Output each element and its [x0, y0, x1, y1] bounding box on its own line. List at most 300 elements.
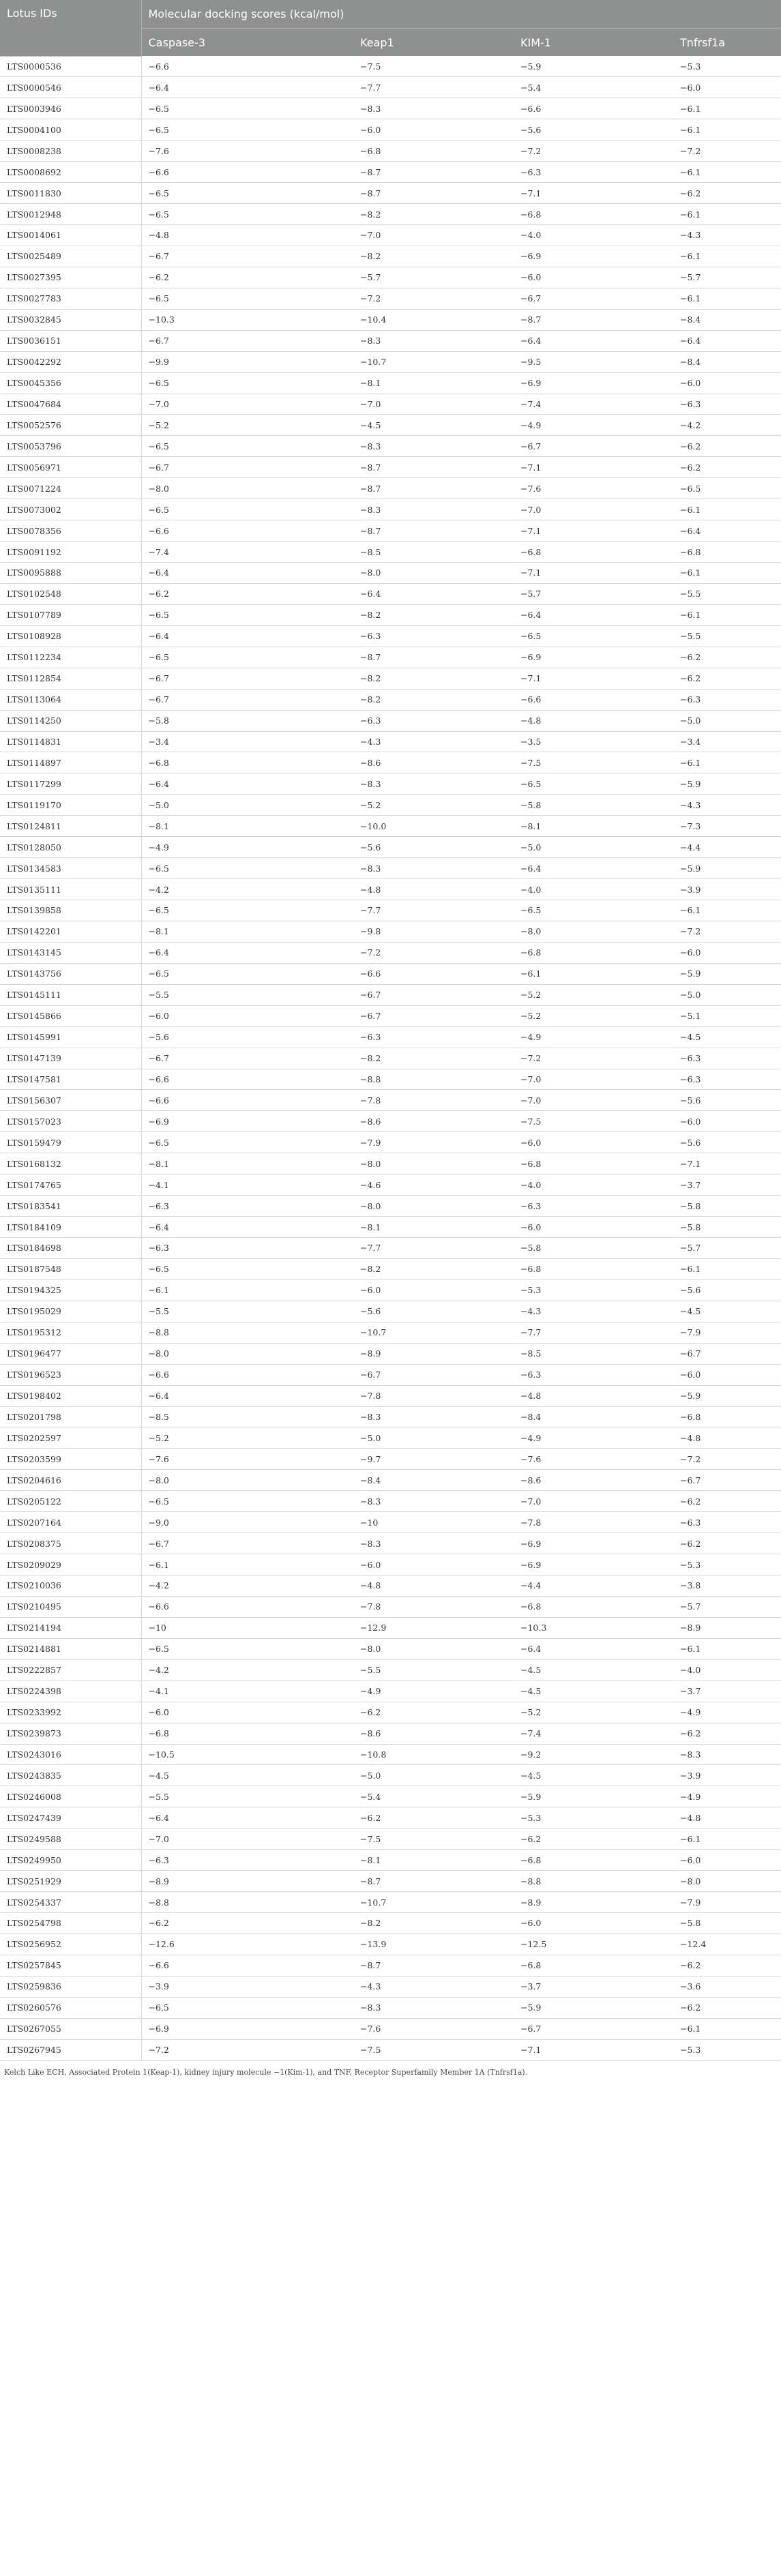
keap1-score-cell: −8.7 — [353, 647, 514, 668]
caspase3-score-cell: −6.5 — [141, 98, 353, 119]
lotus-id-cell: LTS0114250 — [0, 710, 141, 731]
table-row — [0, 499, 781, 520]
kim1-score-cell: −7.0 — [514, 1069, 673, 1090]
caspase3-score-cell: −8.0 — [141, 1343, 353, 1364]
keap1-score-cell: −8.3 — [353, 1491, 514, 1512]
caspase3-score-cell: −6.5 — [141, 1638, 353, 1659]
lotus-id-cell: LTS0267055 — [0, 2018, 141, 2039]
caspase3-score-cell: −7.2 — [141, 2039, 353, 2060]
keap1-score-cell: −7.7 — [353, 900, 514, 921]
kim1-header: KIM-1 — [514, 29, 673, 57]
caspase3-score-cell: −5.0 — [141, 795, 353, 816]
lotus-id-cell: LTS0256952 — [0, 1934, 141, 1955]
keap1-score-cell: −8.9 — [353, 1343, 514, 1364]
keap1-score-cell: −8.2 — [353, 204, 514, 225]
caspase3-score-cell: −6.5 — [141, 436, 353, 457]
kim1-score-cell: −9.5 — [514, 351, 673, 372]
tnfrsf1a-score-cell: −5.9 — [673, 1385, 781, 1406]
caspase3-score-cell: −6.1 — [141, 1554, 353, 1575]
lotus-id-cell: LTS0254798 — [0, 1913, 141, 1934]
caspase3-score-cell: −6.5 — [141, 1132, 353, 1153]
lotus-id-cell: LTS0042292 — [0, 351, 141, 372]
table-row — [0, 183, 781, 204]
table-row — [0, 372, 781, 394]
tnfrsf1a-score-cell: −8.4 — [673, 309, 781, 330]
caspase3-score-cell: −6.5 — [141, 204, 353, 225]
caspase3-score-cell: −6.0 — [141, 1702, 353, 1723]
table-row — [0, 773, 781, 795]
lotus-id-cell: LTS0107789 — [0, 604, 141, 625]
kim1-score-cell: −6.7 — [514, 288, 673, 309]
keap1-score-cell: −6.0 — [353, 1279, 514, 1301]
lotus-id-cell: LTS0139858 — [0, 900, 141, 921]
kim1-score-cell: −4.9 — [514, 415, 673, 436]
table-row — [0, 119, 781, 140]
kim1-score-cell: −8.1 — [514, 816, 673, 837]
caspase3-score-cell: −6.5 — [141, 119, 353, 140]
keap1-score-cell: −8.3 — [353, 1533, 514, 1554]
kim1-score-cell: −6.0 — [514, 1913, 673, 1934]
caspase3-score-cell: −6.4 — [141, 773, 353, 795]
lotus-id-cell: LTS0056971 — [0, 457, 141, 478]
caspase3-score-cell: −6.7 — [141, 457, 353, 478]
lotus-id-cell: LTS0209029 — [0, 1554, 141, 1575]
table-row — [0, 921, 781, 942]
caspase3-score-cell: −3.9 — [141, 1976, 353, 1997]
kim1-score-cell: −7.0 — [514, 499, 673, 520]
keap1-score-cell: −10.0 — [353, 816, 514, 837]
tnfrsf1a-score-cell: −8.9 — [673, 1617, 781, 1638]
kim1-score-cell: −4.8 — [514, 1385, 673, 1406]
lotus-id-cell: LTS0003946 — [0, 98, 141, 119]
kim1-score-cell: −6.5 — [514, 625, 673, 647]
lotus-id-cell: LTS0032845 — [0, 309, 141, 330]
kim1-score-cell: −5.0 — [514, 837, 673, 858]
table-row — [0, 309, 781, 330]
tnfrsf1a-score-cell: −7.3 — [673, 816, 781, 837]
keap1-score-cell: −5.7 — [353, 267, 514, 288]
caspase3-score-cell: −6.2 — [141, 1913, 353, 1934]
table-row — [0, 647, 781, 668]
lotus-id-cell: LTS0052576 — [0, 415, 141, 436]
kim1-score-cell: −4.3 — [514, 1301, 673, 1322]
caspase3-score-cell: −6.5 — [141, 1491, 353, 1512]
keap1-score-cell: −7.8 — [353, 1090, 514, 1111]
keap1-score-cell: −8.7 — [353, 183, 514, 204]
lotus-id-cell: LTS0091192 — [0, 542, 141, 563]
table-row — [0, 1258, 781, 1279]
table-row — [0, 837, 781, 858]
table-row — [0, 625, 781, 647]
keap1-score-cell: −7.0 — [353, 225, 514, 246]
table-row — [0, 1301, 781, 1322]
table-row — [0, 1491, 781, 1512]
kim1-score-cell: −5.2 — [514, 1702, 673, 1723]
caspase3-score-cell: −8.0 — [141, 478, 353, 499]
kim1-score-cell: −7.1 — [514, 457, 673, 478]
tnfrsf1a-score-cell: −4.8 — [673, 1807, 781, 1829]
lotus-id-cell: LTS0259836 — [0, 1976, 141, 1997]
keap1-score-cell: −8.3 — [353, 330, 514, 351]
keap1-score-cell: −5.2 — [353, 795, 514, 816]
kim1-score-cell: −4.9 — [514, 1026, 673, 1048]
tnfrsf1a-score-cell: −6.4 — [673, 330, 781, 351]
tnfrsf1a-score-cell: −8.4 — [673, 351, 781, 372]
kim1-score-cell: −5.8 — [514, 795, 673, 816]
kim1-score-cell: −4.9 — [514, 1427, 673, 1449]
caspase3-score-cell: −6.7 — [141, 668, 353, 689]
caspase3-score-cell: −7.4 — [141, 542, 353, 563]
table-row — [0, 1744, 781, 1765]
lotus-id-cell: LTS0114897 — [0, 752, 141, 773]
caspase3-score-cell: −4.2 — [141, 879, 353, 900]
caspase3-score-cell: −4.9 — [141, 837, 353, 858]
tnfrsf1a-score-cell: −6.2 — [673, 183, 781, 204]
caspase3-score-cell: −6.5 — [141, 1997, 353, 2018]
kim1-score-cell: −5.9 — [514, 1786, 673, 1807]
keap1-score-cell: −4.8 — [353, 879, 514, 900]
kim1-score-cell: −7.4 — [514, 1723, 673, 1744]
table-header — [0, 0, 781, 56]
table-row — [0, 1385, 781, 1406]
kim1-score-cell: −6.8 — [514, 1153, 673, 1174]
tnfrsf1a-score-cell: −6.7 — [673, 1343, 781, 1364]
kim1-score-cell: −5.4 — [514, 77, 673, 98]
keap1-score-cell: −8.0 — [353, 1153, 514, 1174]
tnfrsf1a-score-cell: −6.2 — [673, 1955, 781, 1976]
tnfrsf1a-score-cell: −6.1 — [673, 499, 781, 520]
keap1-score-cell: −7.2 — [353, 942, 514, 963]
lotus-id-cell: LTS0036151 — [0, 330, 141, 351]
kim1-score-cell: −6.3 — [514, 1364, 673, 1385]
tnfrsf1a-score-cell: −5.9 — [673, 963, 781, 984]
table-row — [0, 225, 781, 246]
lotus-id-cell: LTS0143756 — [0, 963, 141, 984]
tnfrsf1a-score-cell: −5.7 — [673, 1238, 781, 1259]
table-row — [0, 1217, 781, 1238]
kim1-score-cell: −6.9 — [514, 647, 673, 668]
caspase3-score-cell: −6.2 — [141, 583, 353, 604]
caspase3-score-cell: −8.5 — [141, 1406, 353, 1427]
caspase3-score-cell: −8.9 — [141, 1871, 353, 1892]
table-row — [0, 246, 781, 267]
tnfrsf1a-score-cell: −6.0 — [673, 372, 781, 394]
tnfrsf1a-score-cell: −6.0 — [673, 942, 781, 963]
kim1-score-cell: −6.9 — [514, 372, 673, 394]
caspase3-score-cell: −6.4 — [141, 1385, 353, 1406]
table-row — [0, 415, 781, 436]
kim1-score-cell: −5.9 — [514, 56, 673, 77]
lotus-id-cell: LTS0246008 — [0, 1786, 141, 1807]
table-row — [0, 1090, 781, 1111]
keap1-score-cell: −8.8 — [353, 1069, 514, 1090]
caspase3-score-cell: −6.6 — [141, 56, 353, 77]
tnfrsf1a-score-cell: −5.0 — [673, 984, 781, 1005]
lotus-id-cell: LTS0214881 — [0, 1638, 141, 1659]
tnfrsf1a-score-cell: −3.7 — [673, 1681, 781, 1702]
caspase3-score-cell: −5.6 — [141, 1026, 353, 1048]
lotus-id-cell: LTS0135111 — [0, 879, 141, 900]
tnfrsf1a-score-cell: −4.4 — [673, 837, 781, 858]
kim1-score-cell: −6.6 — [514, 98, 673, 119]
kim1-score-cell: −7.0 — [514, 1090, 673, 1111]
caspase3-score-cell: −6.4 — [141, 563, 353, 584]
table-row — [0, 436, 781, 457]
table-row — [0, 520, 781, 542]
kim1-score-cell: −6.4 — [514, 1638, 673, 1659]
keap1-score-cell: −8.3 — [353, 773, 514, 795]
lotus-id-cell: LTS0194325 — [0, 1279, 141, 1301]
kim1-score-cell: −6.4 — [514, 858, 673, 879]
caspase3-score-cell: −6.6 — [141, 1364, 353, 1385]
tnfrsf1a-score-cell: −7.1 — [673, 1153, 781, 1174]
caspase3-score-cell: −6.6 — [141, 1955, 353, 1976]
caspase3-score-cell: −6.5 — [141, 900, 353, 921]
table-row — [0, 457, 781, 478]
keap1-score-cell: −5.0 — [353, 1765, 514, 1786]
table-row — [0, 604, 781, 625]
caspase3-score-cell: −6.4 — [141, 77, 353, 98]
keap1-score-cell: −8.7 — [353, 1955, 514, 1976]
keap1-score-cell: −6.4 — [353, 583, 514, 604]
lotus-id-cell: LTS0071224 — [0, 478, 141, 499]
tnfrsf1a-score-cell: −7.9 — [673, 1892, 781, 1913]
keap1-score-cell: −8.7 — [353, 162, 514, 183]
kim1-score-cell: −5.2 — [514, 984, 673, 1005]
table-row — [0, 2039, 781, 2060]
table-row — [0, 1196, 781, 1217]
lotus-id-cell: LTS0267945 — [0, 2039, 141, 2060]
kim1-score-cell: −9.2 — [514, 1744, 673, 1765]
caspase3-score-cell: −9.0 — [141, 1512, 353, 1533]
tnfrsf1a-score-cell: −6.2 — [673, 1491, 781, 1512]
lotus-id-cell: LTS0257845 — [0, 1955, 141, 1976]
lotus-id-cell: LTS0053796 — [0, 436, 141, 457]
lotus-id-cell: LTS0012948 — [0, 204, 141, 225]
kim1-score-cell: −6.4 — [514, 330, 673, 351]
tnfrsf1a-score-cell: −6.1 — [673, 563, 781, 584]
keap1-score-cell: −5.0 — [353, 1427, 514, 1449]
tnfrsf1a-score-cell: −6.7 — [673, 1470, 781, 1491]
keap1-score-cell: −5.6 — [353, 837, 514, 858]
lotus-id-cell: LTS0027395 — [0, 267, 141, 288]
tnfrsf1a-score-cell: −6.2 — [673, 647, 781, 668]
caspase3-score-cell: −6.4 — [141, 1217, 353, 1238]
keap1-score-cell: −8.2 — [353, 604, 514, 625]
kim1-score-cell: −7.0 — [514, 1491, 673, 1512]
table-row — [0, 1470, 781, 1491]
caspase3-score-cell: −5.8 — [141, 710, 353, 731]
keap1-score-cell: −7.2 — [353, 288, 514, 309]
caspase3-score-cell: −6.6 — [141, 520, 353, 542]
keap1-score-cell: −10.4 — [353, 309, 514, 330]
caspase3-score-cell: −5.5 — [141, 1301, 353, 1322]
tnfrsf1a-score-cell: −5.5 — [673, 583, 781, 604]
table-row — [0, 330, 781, 351]
caspase3-score-cell: −4.2 — [141, 1575, 353, 1597]
tnfrsf1a-score-cell: −6.1 — [673, 752, 781, 773]
lotus-id-cell: LTS0205122 — [0, 1491, 141, 1512]
lotus-id-cell: LTS0251929 — [0, 1871, 141, 1892]
table-row — [0, 394, 781, 415]
caspase3-score-cell: −6.6 — [141, 1069, 353, 1090]
kim1-score-cell: −4.8 — [514, 710, 673, 731]
keap1-score-cell: −5.5 — [353, 1659, 514, 1681]
kim1-score-cell: −6.8 — [514, 1258, 673, 1279]
caspase3-score-cell: −8.0 — [141, 1470, 353, 1491]
lotus-id-cell: LTS0047684 — [0, 394, 141, 415]
table-row — [0, 1343, 781, 1364]
tnfrsf1a-score-cell: −4.2 — [673, 415, 781, 436]
keap1-score-cell: −8.2 — [353, 689, 514, 710]
caspase3-score-cell: −5.5 — [141, 1786, 353, 1807]
kim1-score-cell: −8.5 — [514, 1343, 673, 1364]
lotus-id-cell: LTS0145991 — [0, 1026, 141, 1048]
caspase3-score-cell: −6.4 — [141, 625, 353, 647]
table-row — [0, 752, 781, 773]
lotus-id-cell: LTS0014061 — [0, 225, 141, 246]
lotus-id-cell: LTS0128050 — [0, 837, 141, 858]
kim1-score-cell: −7.6 — [514, 478, 673, 499]
lotus-id-cell: LTS0102548 — [0, 583, 141, 604]
table-row — [0, 1427, 781, 1449]
lotus-id-cell: LTS0184698 — [0, 1238, 141, 1259]
table-footnote: Kelch Like ECH, Associated Protein 1(Keap-1), kidney injury molecule −1(Kim-1), and TNF, Receptor Superfamily Member 1A (Tnfrsf1a). — [4, 2067, 528, 2077]
kim1-score-cell: −7.1 — [514, 520, 673, 542]
lotus-id-cell: LTS0117299 — [0, 773, 141, 795]
lotus-id-cell: LTS0198402 — [0, 1385, 141, 1406]
table-row — [0, 98, 781, 119]
keap1-score-cell: −8.1 — [353, 1217, 514, 1238]
caspase3-score-cell: −6.3 — [141, 1238, 353, 1259]
tnfrsf1a-score-cell: −6.8 — [673, 542, 781, 563]
keap1-score-cell: −8.2 — [353, 246, 514, 267]
lotus-id-cell: LTS0243835 — [0, 1765, 141, 1786]
keap1-score-cell: −6.3 — [353, 625, 514, 647]
caspase3-score-cell: −6.5 — [141, 604, 353, 625]
tnfrsf1a-score-cell: −6.2 — [673, 668, 781, 689]
table-row — [0, 1596, 781, 1617]
tnfrsf1a-score-cell: −6.2 — [673, 1723, 781, 1744]
caspase3-score-cell: −6.7 — [141, 689, 353, 710]
kim1-score-cell: −7.5 — [514, 752, 673, 773]
lotus-id-cell: LTS0113064 — [0, 689, 141, 710]
tnfrsf1a-score-cell: −5.8 — [673, 1196, 781, 1217]
caspase3-score-cell: −6.5 — [141, 647, 353, 668]
kim1-score-cell: −6.9 — [514, 1554, 673, 1575]
tnfrsf1a-score-cell: −3.7 — [673, 1174, 781, 1196]
lotus-id-cell: LTS0184109 — [0, 1217, 141, 1238]
table-row — [0, 1955, 781, 1976]
kim1-score-cell: −8.6 — [514, 1470, 673, 1491]
caspase3-score-cell: −6.7 — [141, 1048, 353, 1069]
keap1-score-cell: −10.8 — [353, 1744, 514, 1765]
keap1-score-cell: −6.7 — [353, 1005, 514, 1026]
caspase3-score-cell: −7.0 — [141, 1829, 353, 1850]
keap1-score-cell: −6.6 — [353, 963, 514, 984]
lotus-id-cell: LTS0239873 — [0, 1723, 141, 1744]
caspase3-score-cell: −6.5 — [141, 499, 353, 520]
table-row — [0, 858, 781, 879]
caspase3-score-cell: −6.7 — [141, 1533, 353, 1554]
lotus-id-cell: LTS0145866 — [0, 1005, 141, 1026]
tnfrsf1a-score-cell: −3.6 — [673, 1976, 781, 1997]
table-row — [0, 1702, 781, 1723]
table-row — [0, 1153, 781, 1174]
keap1-score-cell: −8.3 — [353, 1997, 514, 2018]
lotus-id-cell: LTS0112854 — [0, 668, 141, 689]
tnfrsf1a-score-cell: −6.1 — [673, 98, 781, 119]
tnfrsf1a-score-cell: −6.1 — [673, 246, 781, 267]
caspase3-score-cell: −6.5 — [141, 288, 353, 309]
keap1-score-cell: −6.3 — [353, 710, 514, 731]
tnfrsf1a-score-cell: −4.5 — [673, 1026, 781, 1048]
keap1-score-cell: −4.3 — [353, 731, 514, 752]
kim1-score-cell: −4.0 — [514, 225, 673, 246]
lotus-id-cell: LTS0222857 — [0, 1659, 141, 1681]
kim1-score-cell: −6.0 — [514, 267, 673, 288]
lotus-id-cell: LTS0119170 — [0, 795, 141, 816]
table-row — [0, 816, 781, 837]
caspase3-score-cell: −10 — [141, 1617, 353, 1638]
keap1-score-cell: −7.5 — [353, 2039, 514, 2060]
caspase3-score-cell: −6.5 — [141, 1258, 353, 1279]
tnfrsf1a-score-cell: −6.0 — [673, 1111, 781, 1132]
tnfrsf1a-score-cell: −6.1 — [673, 288, 781, 309]
caspase3-score-cell: −5.2 — [141, 1427, 353, 1449]
kim1-score-cell: −6.1 — [514, 963, 673, 984]
kim1-score-cell: −6.3 — [514, 162, 673, 183]
table-row — [0, 942, 781, 963]
table-row — [0, 1554, 781, 1575]
caspase3-score-cell: −6.5 — [141, 372, 353, 394]
lotus-id-cell: LTS0207164 — [0, 1512, 141, 1533]
tnfrsf1a-score-cell: −6.1 — [673, 604, 781, 625]
table-body — [0, 56, 781, 2060]
table-row — [0, 963, 781, 984]
caspase3-score-cell: −12.6 — [141, 1934, 353, 1955]
kim1-score-cell: −7.6 — [514, 1449, 673, 1470]
tnfrsf1a-score-cell: −6.8 — [673, 1406, 781, 1427]
kim1-score-cell: −6.0 — [514, 1132, 673, 1153]
keap1-score-cell: −8.0 — [353, 1638, 514, 1659]
table-row — [0, 1575, 781, 1597]
keap1-score-cell: −9.8 — [353, 921, 514, 942]
table-row — [0, 1512, 781, 1533]
tnfrsf1a-score-cell: −5.8 — [673, 1217, 781, 1238]
kim1-score-cell: −6.9 — [514, 1533, 673, 1554]
table-row — [0, 1997, 781, 2018]
lotus-id-cell: LTS0210495 — [0, 1596, 141, 1617]
tnfrsf1a-score-cell: −7.2 — [673, 140, 781, 162]
keap1-score-cell: −10.7 — [353, 1322, 514, 1343]
caspase3-score-cell: −7.6 — [141, 1449, 353, 1470]
lotus-id-cell: LTS0108928 — [0, 625, 141, 647]
lotus-id-cell: LTS0008692 — [0, 162, 141, 183]
table-row — [0, 879, 781, 900]
tnfrsf1a-score-cell: −3.9 — [673, 1765, 781, 1786]
lotus-id-cell: LTS0145111 — [0, 984, 141, 1005]
lotus-id-cell: LTS0011830 — [0, 183, 141, 204]
keap1-score-cell: −8.6 — [353, 752, 514, 773]
kim1-score-cell: −12.5 — [514, 1934, 673, 1955]
kim1-score-cell: −3.7 — [514, 1976, 673, 1997]
lotus-id-cell: LTS0027783 — [0, 288, 141, 309]
keap1-score-cell: −8.1 — [353, 1850, 514, 1871]
table-row — [0, 1892, 781, 1913]
keap1-score-cell: −8.3 — [353, 436, 514, 457]
kim1-score-cell: −7.4 — [514, 394, 673, 415]
